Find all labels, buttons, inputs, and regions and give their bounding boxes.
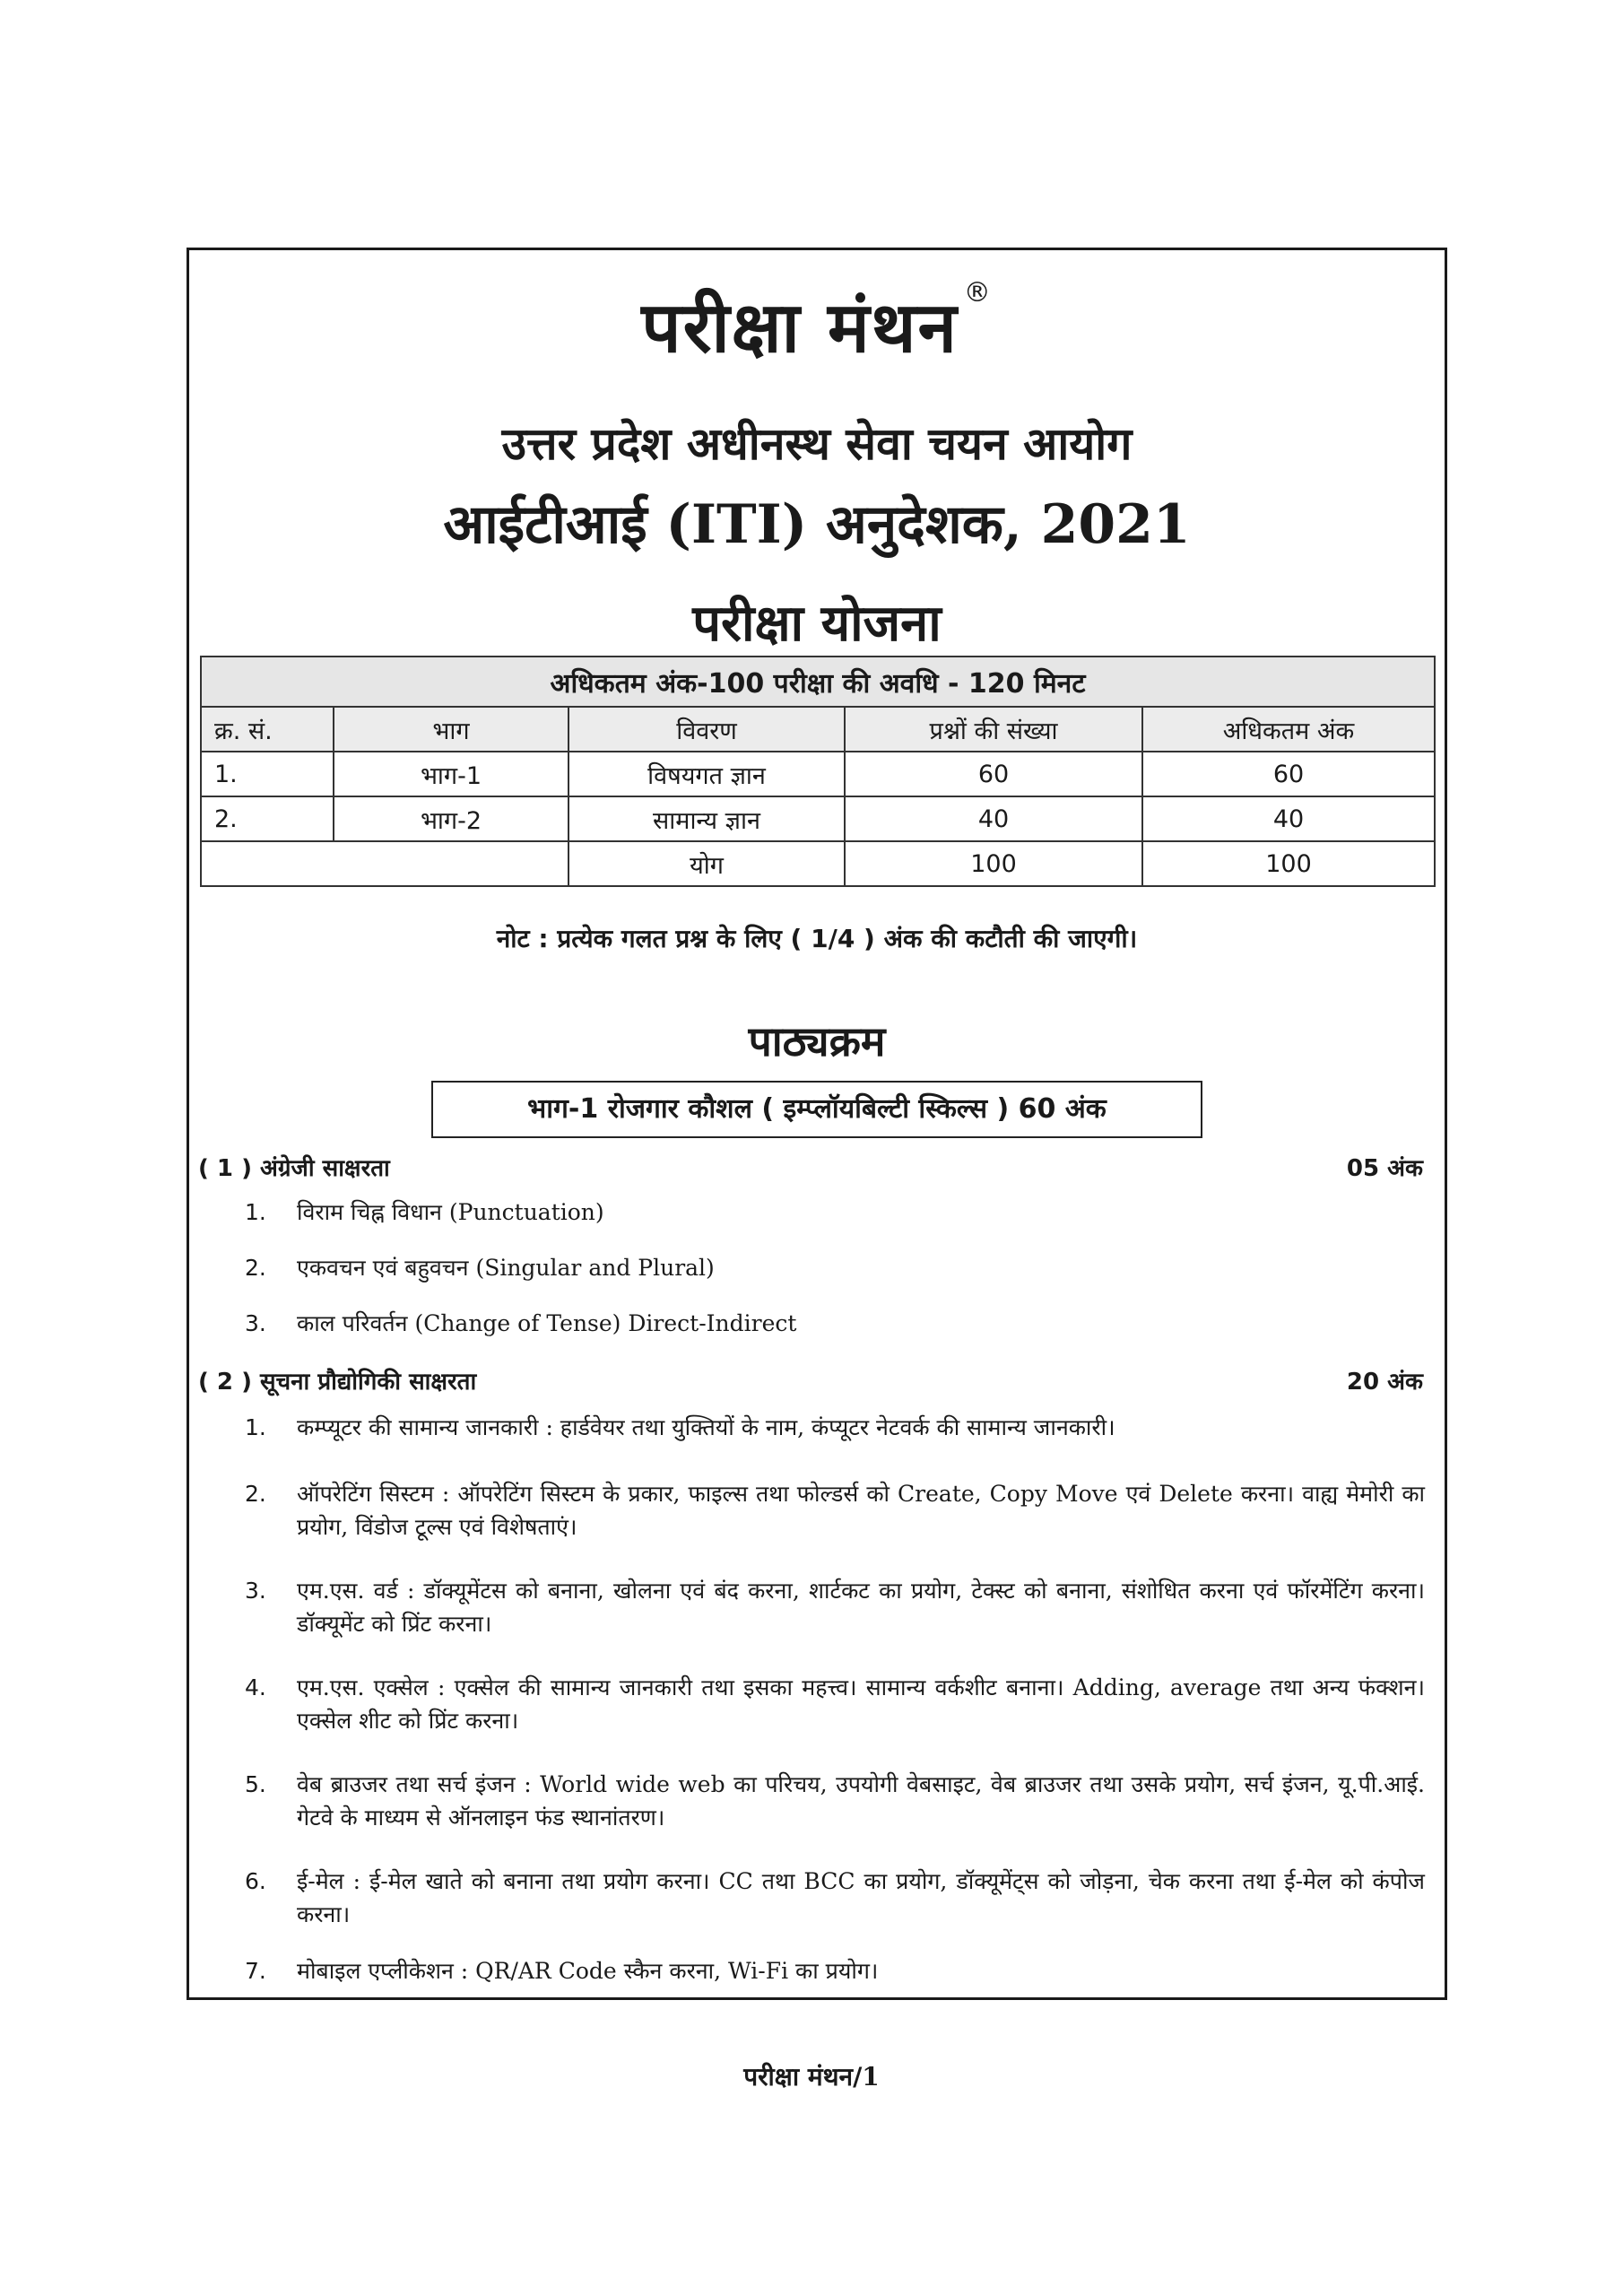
brand-logo (189, 277, 1445, 372)
item-number: 6. (245, 1868, 266, 1894)
table-caption: अधिकतम अंक-100 परीक्षा की अवधि - 120 मिनट (201, 657, 1435, 707)
section-heading (198, 1364, 1423, 1396)
total-marks: 100 (1142, 841, 1435, 886)
table-cell: 2. (201, 796, 334, 841)
brand-logo-text: परीक्षा मंथन (641, 288, 959, 369)
item-number: 1. (245, 1414, 266, 1440)
list-item (245, 1865, 1425, 1931)
list-item (245, 1251, 1425, 1284)
table-header-row (201, 707, 1435, 752)
table-cell: भाग-2 (334, 796, 568, 841)
item-number: 1. (245, 1199, 266, 1225)
item-text: एम.एस. वर्ड : डॉक्यूमेंटस को बनाना, खोलना एवं बंद करना, शार्टकट का प्रयोग, टेक्स्ट को बनाना, संशोधित करना एवं फॉरमेंटिंग करना। डॉक्यूमेंट को प्रिंट करना। (297, 1578, 1425, 1637)
item-number: 7. (245, 1958, 266, 1984)
item-text: मोबाइल एप्लीकेशन : QR/AR Code स्कैन करना, Wi-Fi का प्रयोग। (297, 1958, 879, 1984)
table-cell: 40 (845, 796, 1142, 841)
section-marks: 05 अंक (1346, 1155, 1423, 1182)
column-header: भाग (334, 707, 568, 752)
part-1-heading-box: भाग-1 रोजगार कौशल ( इम्प्लॉयबिल्टी स्किल्स ) 60 अंक (431, 1081, 1202, 1138)
section-heading (198, 1151, 1423, 1183)
list-item (245, 1954, 1425, 1987)
table-cell: 1. (201, 752, 334, 796)
list-item (245, 1477, 1425, 1544)
list-item (245, 1671, 1425, 1737)
page-frame (187, 248, 1447, 2000)
item-text: वेब ब्राउजर तथा सर्च इंजन : World wide web का परिचय, उपयोगी वेबसाइट, वेब ब्राउजर तथा उसके प्रयोग, सर्च इंजन, यू.पी.आई. गेटवे के माध्यम से ऑनलाइन फंड स्थानांतरण। (297, 1771, 1425, 1831)
table-total-row (201, 841, 1435, 886)
item-text: विराम चिह्न विधान (Punctuation) (297, 1199, 604, 1225)
table-row (201, 796, 1435, 841)
list-item (245, 1307, 1425, 1340)
item-number: 2. (245, 1481, 266, 1507)
table-cell: 60 (1142, 752, 1435, 796)
table-cell: सामान्य ज्ञान (568, 796, 845, 841)
list-item (245, 1574, 1425, 1640)
table-cell: 60 (845, 752, 1142, 796)
item-number: 4. (245, 1674, 266, 1700)
syllabus-title: पाठ्यक्रम (748, 1017, 886, 1065)
table-row (201, 752, 1435, 796)
total-label: योग (568, 841, 845, 886)
column-header: विवरण (568, 707, 845, 752)
item-number: 5. (245, 1771, 266, 1797)
column-header: क्र. सं. (201, 707, 334, 752)
list-item (245, 1768, 1425, 1834)
item-text: एकवचन एवं बहुवचन (Singular and Plural) (297, 1255, 715, 1281)
organization-title: उत्तर प्रदेश अधीनस्थ सेवा चयन आयोग (501, 417, 1133, 470)
item-text: ऑपरेटिंग सिस्टम : ऑपरेटिंग सिस्टम के प्रकार, फाइल्स तथा फोल्डर्स को Create, Copy Move एवं Delete करना। वाह्य मेमोरी का प्रयोग, विंडोज टूल्स एवं विशेषताएं। (297, 1481, 1425, 1540)
list-item (245, 1196, 1425, 1229)
column-header: अधिकतम अंक (1142, 707, 1435, 752)
exam-scheme-table (200, 656, 1436, 887)
item-text: एम.एस. एक्सेल : एक्सेल की सामान्य जानकारी तथा इसका महत्त्व। सामान्य वर्कशीट बनाना। Adding, average तथा अन्य फंक्शन। एक्सेल शीट को प्रिंट करना। (297, 1674, 1425, 1734)
list-item (245, 1411, 1425, 1444)
total-questions: 100 (845, 841, 1142, 886)
section-title: ( 1 ) अंग्रेजी साक्षरता (198, 1155, 390, 1182)
item-number: 2. (245, 1255, 266, 1281)
item-number: 3. (245, 1310, 266, 1336)
registered-mark: ® (963, 277, 993, 309)
exam-title: आईटीआई (ITI) अनुदेशक, 2021 (443, 493, 1191, 556)
table-cell: 40 (1142, 796, 1435, 841)
item-text: कम्प्यूटर की सामान्य जानकारी : हार्डवेयर तथा युक्तियों के नाम, कंप्यूटर नेटवर्क की सामान्य जानकारी। (297, 1414, 1115, 1440)
section-marks: 20 अंक (1346, 1369, 1423, 1396)
page-footer: परीक्षा मंथन/1 (743, 2062, 880, 2092)
item-text: काल परिवर्तन (Change of Tense) Direct-Indirect (297, 1310, 797, 1336)
item-text: ई-मेल : ई-मेल खाते को बनाना तथा प्रयोग करना। CC तथा BCC का प्रयोग, डॉक्यूमेंट्स को जोड़ना, चेक करना तथा ई-मेल को कंपोज करना। (297, 1868, 1425, 1927)
table-cell-empty (201, 841, 568, 886)
section-title: ( 2 ) सूचना प्रौद्योगिकी साक्षरता (198, 1369, 477, 1396)
table-cell: भाग-1 (334, 752, 568, 796)
item-number: 3. (245, 1578, 266, 1604)
table-cell: विषयगत ज्ञान (568, 752, 845, 796)
scheme-title: परीक्षा योजना (692, 594, 942, 653)
negative-marking-note: नोट : प्रत्येक गलत प्रश्न के लिए ( 1/4 ) अंक की कटौती की जाएगी। (496, 924, 1138, 953)
column-header: प्रश्नों की संख्या (845, 707, 1142, 752)
